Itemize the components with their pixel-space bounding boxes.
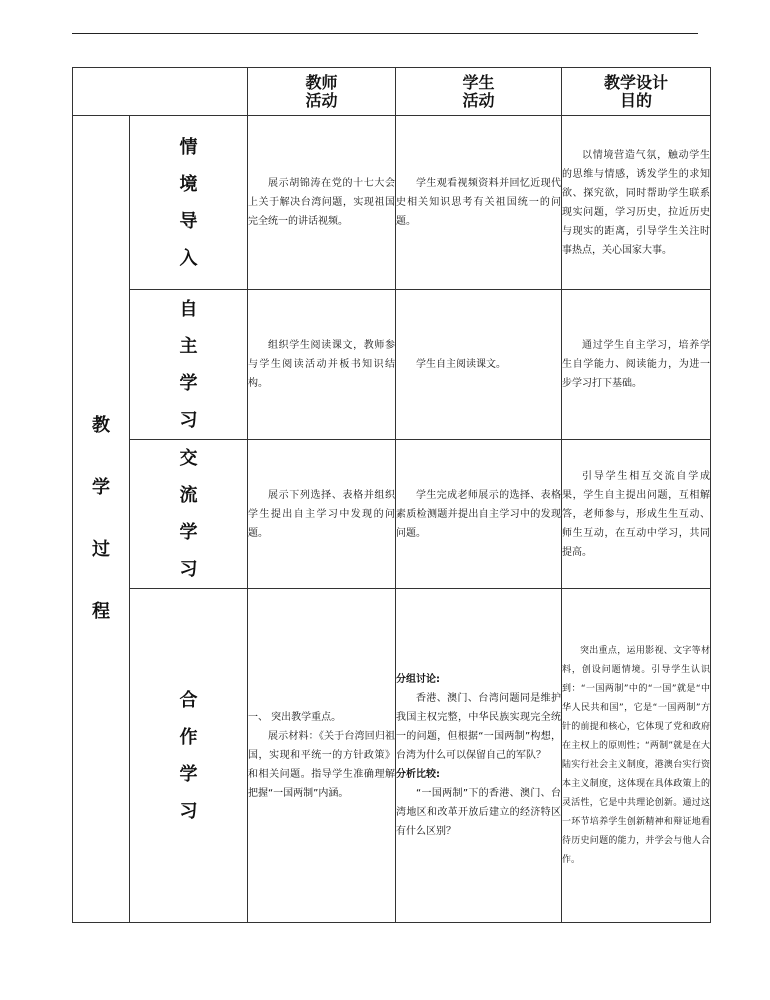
teacher-activity-cell: 展示胡锦涛在党的十七大会上关于解决台湾问题，实现祖国完全统一的讲话视频。 <box>248 116 396 290</box>
stage-label: 自 主 学 习 <box>130 290 248 440</box>
table-row <box>73 290 711 440</box>
section-label-teaching-process: 教 学 过 程 <box>73 116 130 923</box>
stage-label: 情 境 导 入 <box>130 116 248 290</box>
student-activity-cell: 学生自主阅读课文。 <box>396 290 562 440</box>
header-row <box>73 68 711 116</box>
lesson-plan-table <box>72 67 711 923</box>
header-design-purpose: 教学设计 目的 <box>562 68 711 116</box>
purpose-cell: 引导学生相互交流自学成果，学生自主提出问题，互相解答，老师参与，形成生生互动、师生互动，在互动中学习，共同提高。 <box>562 440 711 589</box>
teacher-activity-cell: 组织学生阅读课文，教师参与学生阅读活动并板书知识结构。 <box>248 290 396 440</box>
purpose-cell: 突出重点，运用影视、文字等材料，创设问题情境。引导学生认识到：“一国两制”中的“一国”就是“中华人民共和国”，它是“一国两制”方针的前提和核心，它体现了党和政府在主权上的原则性；“两制”就是在大陆实行社会主义制度，港澳台实行资本主义制度，这体现在具体政策上的灵活性，它是中共理论创新。通过这一环节培养学生创新精神和辩证地看待历史问题的能力，并学会与他人合作。 <box>562 589 711 923</box>
purpose-cell: 以情境营造气氛，触动学生的思维与情感，诱发学生的求知欲、探究欲，同时帮助学生联系现实问题，学习历史，拉近历史与现实的距离，引导学生关注时事热点，关心国家大事。 <box>562 116 711 290</box>
header-teacher-activity: 教师 活动 <box>248 68 396 116</box>
stage-label: 合 作 学 习 <box>130 589 248 923</box>
student-heading-comparison: 分析比较: <box>396 769 440 780</box>
top-rule <box>72 33 698 34</box>
student-activity-cell: 学生完成老师展示的选择、表格素质检测题并提出自主学习中的发现问题。 <box>396 440 562 589</box>
header-blank-cell <box>73 68 248 116</box>
student-heading-group-discussion: 分组讨论: <box>396 674 440 685</box>
table-row <box>73 589 711 923</box>
student-activity-cell: 学生观看视频资料并回忆近现代史相关知识思考有关祖国统一的问题。 <box>396 116 562 290</box>
table-row <box>73 116 711 290</box>
header-student-activity: 学生 活动 <box>396 68 562 116</box>
teacher-activity-cell: 展示下列选择、表格并组织学生提出自主学习中发现的问题。 <box>248 440 396 589</box>
teacher-activity-cell: 一、 突出教学重点。 展示材料：《关于台湾回归祖国，实现和平统一的方针政策》和相关问题。指导学生准确理解把握“一国两制”内涵。 <box>248 589 396 923</box>
purpose-cell: 通过学生自主学习，培养学生自学能力、阅读能力，为进一步学习打下基础。 <box>562 290 711 440</box>
student-activity-cell: 分组讨论: 香港、澳门、台湾问题同是维护我国主权完整，中华民族实现完全统一的问题，但根据“一国两制”构想，台湾为什么可以保留自己的军队？ 分析比较: “一国两制”下的香港、澳门、台湾地区和改革开放后建立的经济特区有什么区别？ <box>396 589 562 923</box>
stage-label: 交 流 学 习 <box>130 440 248 589</box>
table-row <box>73 440 711 589</box>
teacher-heading: 一、 突出教学重点。 <box>248 712 342 723</box>
